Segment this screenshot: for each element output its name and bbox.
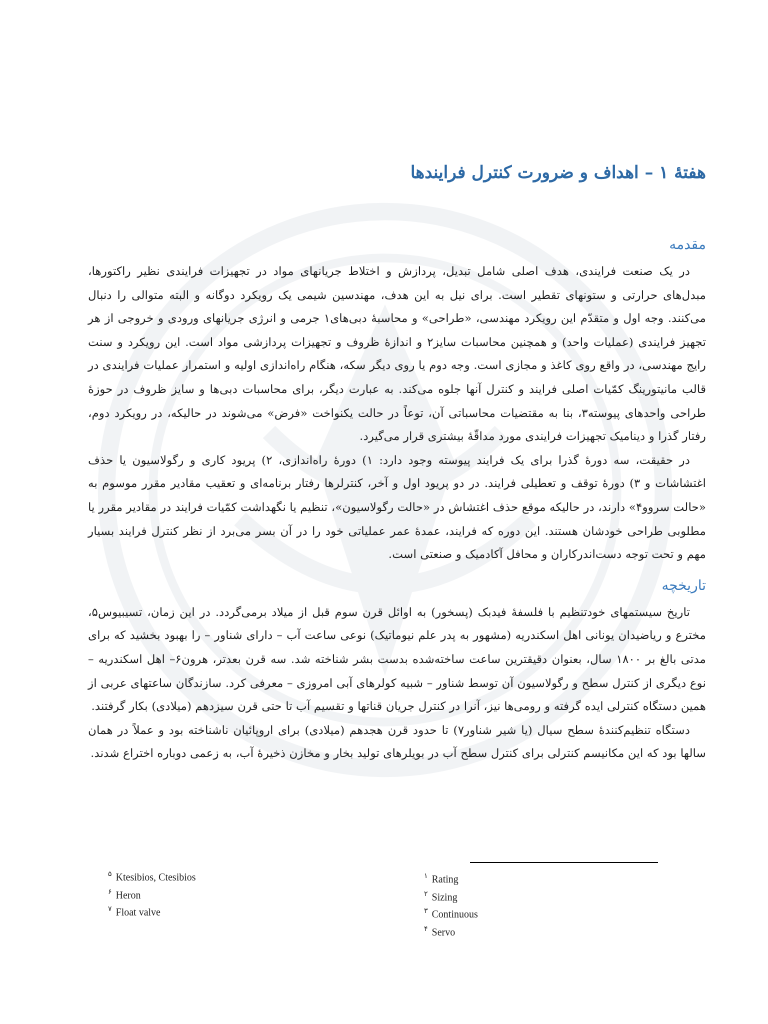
- footnote-marker: ۴: [424, 924, 428, 933]
- footnote-text: Float valve: [115, 907, 161, 919]
- footnote: [424, 921, 478, 939]
- footnote: [108, 884, 196, 902]
- section-introduction: [88, 232, 706, 567]
- footnote-marker: ۲: [424, 889, 428, 898]
- footnote-text: Servo: [431, 926, 456, 938]
- footnote-text: Sizing: [431, 891, 458, 903]
- footnote: [424, 886, 478, 904]
- footnote: [424, 868, 478, 886]
- paragraph: در حقیقت، سه دورهٔ گذرا برای یک فرایند پیوسته وجود دارد: ۱) دورهٔ راه‌اندازی، ۲) پریود کاری و رگولاسیون یا حذف اغتشاشات و ۳) دورهٔ توقف و تعطیلی فرایند. در دو پریود اول و آخر، کنترلرها رفتار برنامه‌ای و تعقیب مقادیر مقرر موسوم به «حالت سروو۴» دارند، در حالیکه موقع حذف اغتشاش در «حالت رگولاسیون»، تنظیم یا نگهداشت کمّیات فرایند در مقادیر مقرر یا مطلوبی طراحی خودشان هستند. این دوره که فرایند، عمدهٔ عمر عملیاتی خود را در آن بسر می‌برد از نظر کنترل فرایند بسیار مهم و تحت توجه دست‌اندرکاران و محافل آکادمیک و صنعتی است.: [88, 452, 706, 562]
- footnote-text: Ktesibios, Ctesibios: [115, 872, 196, 884]
- footnote-divider: [470, 862, 658, 863]
- footnote: [108, 866, 196, 884]
- chapter-title: هفتهٔ ۱ – اهداف و ضرورت کنترل فرایندها: [410, 163, 706, 183]
- section-heading: مقدمه: [669, 237, 706, 253]
- footnote-text: Continuous: [431, 909, 478, 921]
- footnotes-right-column: [424, 868, 478, 938]
- footnote-marker: ۱: [424, 872, 428, 880]
- paragraph: در یک صنعت فرایندی، هدف اصلی شامل تبدیل، پردازش و اختلاط جریانهای مواد در تجهیزات فرایندی نظیر راکتورها، مبدل‌های حرارتی و ستونهای تقطیر است. برای نیل به این هدف، مهندسین شیمی یک رویکرد دوگانه و البته متوالی را دنبال می‌کنند. وجه اول و متقدّم این رویکرد مهندسی، «طراحی» و محاسبهٔ دبی‌های۱ جرمی و انرژی جریانهای ورودی و خروجی از هر تجهیز فرایندی (عملیات واحد) و همچنین محاسبات سایز۲ و اندازهٔ ظروف و تجهیزات پردازشی مواد است. این رویکرد و سنت رایج مهندسی، در واقع روی کاغذ و مجازی است. وجه دوم یا روی دیگر سکه، هنگام راه‌اندازی اولیه و استمرار عملیات فرایندی در قالب مانیتورینگ کمّیات اصلی فرایند و کنترل آنها جلوه می‌کند. به عبارت دیگر، برای محاسبات دبی‌ها و سایز ظروف در حوزهٔ طراحی واحدهای پیوسته۳، بنا به مقتضیات محاسباتی آن، توعاً در حالت یکنواخت «فرض» می‌شوند در حالیکه، در رویکرد دوم، رفتار گذرا و دینامیک تجهیزات فرایندی مورد مداقّهٔ بیشتری قرار می‌گیرد.: [88, 264, 707, 444]
- footnotes-left-column: [108, 866, 196, 919]
- footnote-marker: ۵: [108, 870, 112, 878]
- footnote: [424, 903, 478, 921]
- footnote: [108, 901, 196, 919]
- paragraph: تاریخ سیستمهای خودتنظیم با فلسفهٔ فیدبک (پسخور) به اوائل قرن سوم قبل از میلاد برمی‌گردد. در این زمان، تسیبیوس۵، مخترع و ریاضیدان یونانی اهل اسکندریه (مشهور به پدر علم نیوماتیک) نوعی ساعت آب – دارای شناور – را بهبود بخشید که برای مدتی بالغ بر ۱۸۰۰ سال، بعنوان دقیقترین ساعت ساخته‌شده بدست بشر شناخته شد. سه قرن بعدتر، هرون۶– اهل اسکندریه – نوع دیگری از کنترل سطح و رگولاسیون آن توسط شناور – شبیه کولرهای آبی امروزی – معرفی کرد. سازندگان ساعتهای عربی از همین دستگاه کنترلی ایده گرفته و رومی‌ها نیز، آنرا در کنترل جریان قناتها و تقسیم آب تا حتی قرن سیزدهم (میلادی) بکار گرفتند.: [88, 604, 707, 714]
- section-heading: تاریخچه: [661, 577, 706, 594]
- section-history: [88, 573, 706, 766]
- footnote-text: Rating: [431, 874, 459, 886]
- page-content: [88, 150, 706, 766]
- footnote-marker: ۶: [108, 887, 112, 896]
- paragraph: دستگاه تنظیم‌کنندهٔ سطح سیال (یا شیر شناور۷) تا حدود قرن هجدهم (میلادی) برای اروپائیان ناشناخته بود و عملاً در همان سالها بود که این مکانیسم کنترلی برای کنترل سطح آب در بویلرهای تولید بخار و مخازن ذخیرهٔ آب، به زعمی دوباره اختراع شدند.: [88, 722, 706, 761]
- footnote-marker: ۳: [424, 907, 428, 915]
- footnote-marker: ۷: [108, 905, 112, 913]
- footnote-text: Heron: [115, 889, 141, 901]
